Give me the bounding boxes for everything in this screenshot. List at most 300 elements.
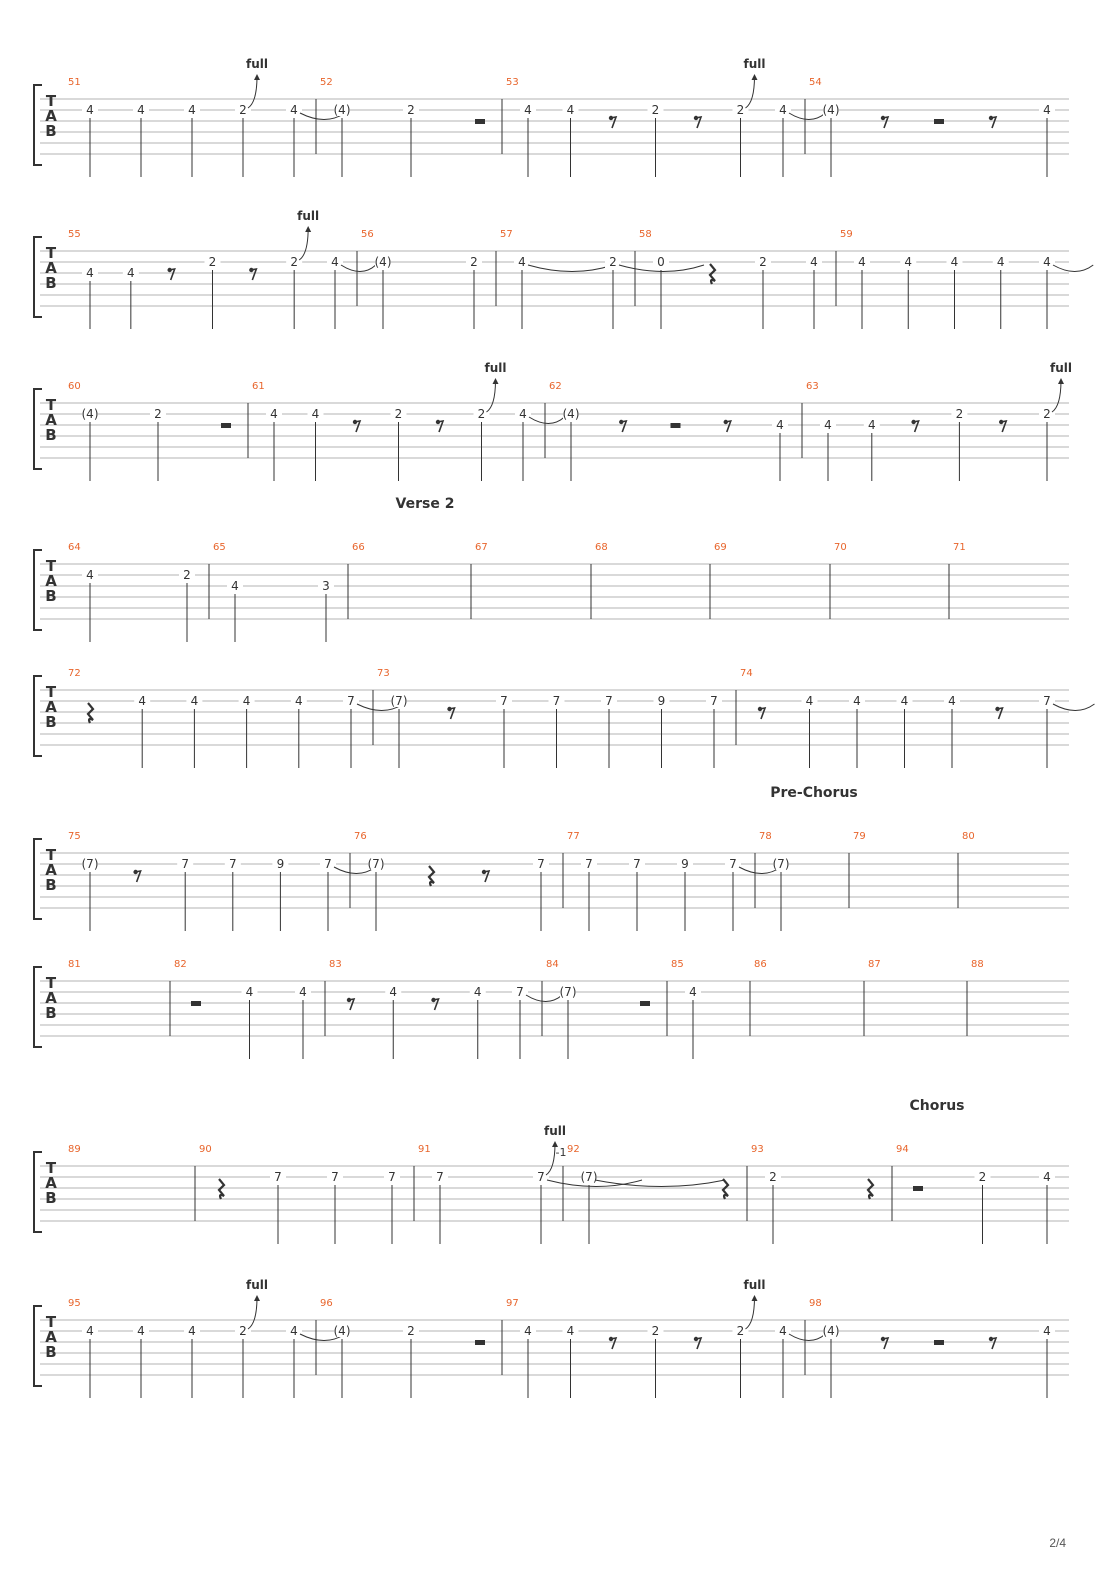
measure-number: 93 <box>751 1144 764 1155</box>
staff-brace <box>34 676 42 756</box>
tab-note <box>897 694 913 768</box>
tab-note <box>385 985 401 1059</box>
measure-number: 54 <box>809 77 822 88</box>
measure <box>68 831 376 931</box>
tab-note <box>1039 361 1072 481</box>
section-title: Pre-Chorus <box>770 785 858 801</box>
tab-note <box>765 1170 781 1244</box>
bend-arrow <box>487 380 496 412</box>
measure <box>849 831 866 908</box>
tab-clef-letter: A <box>45 1174 57 1192</box>
measure-number: 94 <box>896 1144 909 1155</box>
quarter-rest <box>710 264 715 284</box>
tab-system <box>34 959 1069 1059</box>
tab-note <box>225 857 241 931</box>
fret-number: (4) <box>374 255 392 269</box>
fret-number: (4) <box>333 1324 351 1338</box>
tab-note <box>755 255 771 329</box>
measure <box>316 1298 485 1398</box>
fret-number: 2 <box>154 407 162 421</box>
fret-number: 4 <box>1043 1324 1051 1338</box>
tab-note <box>549 694 565 768</box>
tab-clef-letter: T <box>45 846 57 864</box>
fret-number: 2 <box>183 568 191 582</box>
tab-note <box>205 255 221 329</box>
measure-number: 64 <box>68 542 81 553</box>
fret-number: 4 <box>810 255 818 269</box>
measure-number: 51 <box>68 77 81 88</box>
fret-number: 2 <box>477 407 486 421</box>
measure <box>209 542 334 642</box>
staff-brace <box>34 389 42 469</box>
measure-number: 74 <box>740 668 753 679</box>
tab-note <box>82 407 99 481</box>
measure-number: 84 <box>546 959 559 970</box>
tab-note <box>227 579 243 642</box>
bend-arrowhead <box>305 226 311 232</box>
fret-number: 4 <box>948 694 956 708</box>
measure <box>802 361 1072 481</box>
tab-note <box>82 103 98 177</box>
fret-number: 7 <box>347 694 355 708</box>
half-rest <box>934 119 944 124</box>
measure-number: 67 <box>475 542 488 553</box>
measure-number: 70 <box>834 542 847 553</box>
tab-note <box>1039 694 1095 768</box>
measure-number: 91 <box>418 1144 431 1155</box>
tab-note <box>391 407 407 481</box>
bend-label: full <box>297 209 320 223</box>
measure <box>502 57 826 177</box>
fret-number: 3 <box>322 579 330 593</box>
tab-note <box>474 361 507 481</box>
measure-number: 80 <box>962 831 975 842</box>
fret-number: 4 <box>290 103 298 117</box>
measure-number: 72 <box>68 668 81 679</box>
fret-number: 2 <box>759 255 767 269</box>
tab-note <box>375 255 392 329</box>
fret-number: 4 <box>566 103 575 117</box>
fret-number: 4 <box>779 1324 787 1338</box>
measure <box>350 831 549 931</box>
half-rest <box>640 1001 650 1006</box>
bend-arrowhead <box>254 74 260 80</box>
tab-note <box>515 407 565 481</box>
tab-note <box>186 694 202 768</box>
fret-number: 4 <box>311 407 320 421</box>
tab-note <box>1039 1324 1055 1398</box>
fret-number: 4 <box>137 1324 145 1338</box>
measure-number: 58 <box>639 229 652 240</box>
measure <box>710 542 727 619</box>
tab-note <box>944 694 960 768</box>
tab-note <box>563 1324 579 1398</box>
measure <box>755 831 790 931</box>
staff-brace <box>34 85 42 165</box>
fret-number: (4) <box>822 103 840 117</box>
measure-number: 82 <box>174 959 187 970</box>
fret-number: 4 <box>996 255 1005 269</box>
tab-clef-letter: A <box>45 572 57 590</box>
bend-label: full <box>246 57 268 71</box>
measure-number: 61 <box>252 381 265 392</box>
fret-number: 7 <box>633 857 641 871</box>
tab-system <box>34 57 1069 177</box>
tab-clef-letter: A <box>45 107 57 125</box>
tab-clef-letter: T <box>45 683 57 701</box>
measure <box>170 959 311 1059</box>
tie-arc <box>528 265 613 272</box>
tab-note <box>654 694 670 768</box>
staff-brace <box>34 1306 42 1386</box>
fret-number: 9 <box>681 857 689 871</box>
tab-note <box>82 1324 98 1398</box>
tab-note <box>133 1324 149 1398</box>
tab-note <box>266 407 282 481</box>
fret-number: 2 <box>208 255 217 269</box>
fret-number: 4 <box>473 985 482 999</box>
measure-number: 56 <box>361 229 374 240</box>
fret-number: 4 <box>1043 1170 1051 1184</box>
staff-brace <box>34 839 42 919</box>
fret-number: 2 <box>407 1324 415 1338</box>
tab-note <box>947 255 963 329</box>
fret-number: 2 <box>736 1324 745 1338</box>
measure-number: 75 <box>68 831 81 842</box>
measure <box>542 959 650 1059</box>
tab-note <box>133 103 149 177</box>
measure-number: 62 <box>549 381 562 392</box>
fret-number: 7 <box>585 857 593 871</box>
measure <box>958 831 975 908</box>
fret-number: 4 <box>270 407 278 421</box>
fret-number: 4 <box>242 694 251 708</box>
tab-note <box>334 103 351 177</box>
tab-note <box>849 694 865 768</box>
tab-clef-letter: T <box>45 92 57 110</box>
fret-number: 2 <box>407 103 415 117</box>
tab-note <box>466 255 482 329</box>
fret-number: 4 <box>294 694 303 708</box>
fret-number: 4 <box>519 407 527 421</box>
tab-note <box>820 418 836 481</box>
measure-number: 57 <box>500 229 513 240</box>
tab-clef-letter: T <box>45 1159 57 1177</box>
tab-system <box>34 1278 1069 1398</box>
tab-note <box>900 255 916 329</box>
bend-label: full <box>743 1278 766 1292</box>
fret-number: 7 <box>388 1170 396 1184</box>
fret-number: 7 <box>710 694 718 708</box>
fret-number: 7 <box>500 694 508 708</box>
tab-note <box>993 255 1009 329</box>
quarter-rest <box>88 703 93 723</box>
tab-clef-letter: B <box>45 1004 57 1022</box>
tab-note <box>775 103 826 177</box>
tab-note <box>179 568 195 642</box>
tab-note <box>706 694 722 768</box>
measure <box>502 1278 826 1398</box>
tab-clef-letter: T <box>45 1313 57 1331</box>
half-rest <box>475 1340 485 1345</box>
fret-number: 7 <box>605 694 613 708</box>
fret-number: 4 <box>188 1324 196 1338</box>
tab-note <box>242 985 258 1059</box>
measure <box>348 542 365 619</box>
bend-arrow <box>746 1297 755 1329</box>
tab-system <box>34 785 1069 931</box>
fret-number: 2 <box>239 1324 247 1338</box>
measure <box>373 668 722 768</box>
fret-number: 4 <box>524 1324 532 1338</box>
fret-number: 4 <box>299 985 307 999</box>
bend-label: full <box>1050 361 1072 375</box>
tab-note <box>773 857 790 931</box>
tab-note <box>653 255 669 329</box>
tab-clef-letter: T <box>45 974 57 992</box>
measure <box>471 542 488 619</box>
tab-note <box>286 209 319 329</box>
fret-number: 4 <box>950 255 959 269</box>
measure-number: 92 <box>567 1144 580 1155</box>
fret-number: 7 <box>181 857 190 871</box>
staff-brace <box>34 237 42 317</box>
measure <box>830 542 847 619</box>
fret-number: 4 <box>776 418 784 432</box>
tab-note <box>648 1324 664 1398</box>
tab-note <box>184 103 200 177</box>
fret-number: 7 <box>516 985 524 999</box>
tab-note <box>629 857 645 931</box>
tab-clef-letter: B <box>45 713 57 731</box>
tab-note <box>150 407 166 481</box>
bend-arrow <box>546 1143 555 1175</box>
tab-clef-letter: B <box>45 1343 57 1361</box>
measure-number: 60 <box>68 381 81 392</box>
measure <box>68 668 403 768</box>
tab-clef-letter: B <box>45 1189 57 1207</box>
section-title: Chorus <box>909 1098 965 1114</box>
fret-number: 7 <box>552 694 561 708</box>
measure-number: 79 <box>853 831 866 842</box>
fret-number: 4 <box>86 568 94 582</box>
fret-number: 0 <box>657 255 665 269</box>
measure-number: 96 <box>320 1298 333 1309</box>
measure <box>750 959 767 1036</box>
tab-note <box>403 103 419 177</box>
measure <box>68 959 81 970</box>
tab-note <box>235 1278 268 1398</box>
fret-number: 4 <box>858 255 866 269</box>
fret-number: 4 <box>127 266 135 280</box>
tab-note <box>685 985 701 1059</box>
bend-sub-label: -1 <box>555 1146 567 1159</box>
tab-note <box>512 985 562 1059</box>
fret-number: 7 <box>436 1170 444 1184</box>
measure-number: 76 <box>354 831 367 842</box>
fret-number: 7 <box>729 857 737 871</box>
fret-number: 7 <box>228 857 237 871</box>
measure-number: 88 <box>971 959 984 970</box>
fret-number: 2 <box>651 103 660 117</box>
quarter-rest <box>868 1179 873 1199</box>
tab-note <box>308 407 324 481</box>
fret-number: 2 <box>955 407 964 421</box>
tab-note <box>1039 255 1093 329</box>
bend-arrowhead <box>752 1295 758 1301</box>
measure <box>747 1144 873 1244</box>
tie-arc <box>529 417 565 424</box>
tab-clef-letter: A <box>45 411 57 429</box>
fret-number: (7) <box>390 694 408 708</box>
fret-number: (7) <box>559 985 577 999</box>
bend-label: full <box>544 1124 566 1138</box>
bend-arrow <box>1052 380 1061 412</box>
tab-note <box>563 103 579 177</box>
page-number: 2/4 <box>1049 1536 1066 1550</box>
section-title: Verse 2 <box>395 496 455 512</box>
fret-number: 4 <box>137 103 145 117</box>
fret-number: 4 <box>245 985 254 999</box>
tab-note <box>123 266 139 329</box>
tab-clef-letter: A <box>45 861 57 879</box>
fret-number: 4 <box>1043 255 1051 269</box>
measure <box>563 1144 728 1244</box>
tab-note <box>496 694 512 768</box>
tab-clef-letter: B <box>45 876 57 894</box>
tab-note <box>327 1170 343 1244</box>
tab-note <box>514 255 613 329</box>
tab-clef-letter: B <box>45 426 57 444</box>
measure <box>736 668 1095 768</box>
bend-arrowhead <box>493 378 499 384</box>
tab-note <box>184 1324 200 1398</box>
half-rest <box>475 119 485 124</box>
fret-number: 7 <box>537 857 545 871</box>
measure <box>667 959 701 1059</box>
fret-number: 4 <box>904 255 913 269</box>
measure <box>635 229 822 329</box>
measure <box>836 229 1093 329</box>
tab-note <box>1039 103 1055 177</box>
tab-note <box>327 255 376 329</box>
tab-note <box>1039 1170 1055 1244</box>
tab-clef-letter: B <box>45 122 57 140</box>
tie-arc <box>526 995 562 1002</box>
measure-number: 97 <box>506 1298 519 1309</box>
fret-number: 4 <box>86 1324 94 1338</box>
measure <box>591 542 608 619</box>
tab-note <box>563 407 580 481</box>
staff-brace <box>34 550 42 630</box>
fret-number: 4 <box>86 103 94 117</box>
fret-number: 4 <box>853 694 861 708</box>
measure-number: 78 <box>759 831 772 842</box>
measure-number: 63 <box>806 381 819 392</box>
measure-number: 52 <box>320 77 333 88</box>
measure <box>195 1144 400 1244</box>
quarter-rest <box>723 1179 728 1199</box>
measure-number: 95 <box>68 1298 81 1309</box>
tie-arc <box>789 1334 826 1341</box>
bend-label: full <box>246 1278 268 1292</box>
tab-note <box>82 266 98 329</box>
tab-system <box>34 496 1069 642</box>
measure-number: 65 <box>213 542 226 553</box>
tie-arc <box>341 265 376 272</box>
measure-number: 71 <box>953 542 966 553</box>
tab-note <box>520 1324 536 1398</box>
fret-number: 4 <box>779 103 787 117</box>
fret-number: (4) <box>822 1324 840 1338</box>
bend-arrow <box>248 1297 257 1329</box>
tab-note <box>272 857 288 931</box>
tab-note <box>560 985 577 1059</box>
measure <box>248 361 565 481</box>
bend-arrowhead <box>254 1295 260 1301</box>
measure <box>316 77 485 177</box>
fret-number: 4 <box>805 694 814 708</box>
bend-arrow <box>248 76 257 108</box>
bend-arrow <box>299 228 308 260</box>
tab-clef-letter: B <box>45 587 57 605</box>
fret-number: 7 <box>324 857 332 871</box>
tab-note <box>775 1324 826 1398</box>
tab-clef-letter: A <box>45 989 57 1007</box>
fret-number: 4 <box>138 694 147 708</box>
fret-number: 4 <box>231 579 239 593</box>
fret-number: (7) <box>81 857 99 871</box>
tab-note <box>82 857 99 931</box>
bend-label: full <box>484 361 507 375</box>
tab-note <box>772 418 788 481</box>
measure <box>68 381 231 481</box>
measure <box>949 542 966 619</box>
bend-label: full <box>743 57 766 71</box>
measure <box>967 959 984 1036</box>
measure-number: 66 <box>352 542 365 553</box>
fret-number: (7) <box>772 857 790 871</box>
measure-number: 98 <box>809 1298 822 1309</box>
bend-arrowhead <box>1058 378 1064 384</box>
bend-arrowhead <box>752 74 758 80</box>
half-rest <box>671 423 681 428</box>
tab-system <box>34 361 1072 481</box>
tab-note <box>648 103 664 177</box>
fret-number: 4 <box>1043 103 1051 117</box>
tab-note <box>823 1324 840 1398</box>
measure-number: 77 <box>567 831 580 842</box>
half-rest <box>913 1186 923 1191</box>
measure <box>68 1278 345 1398</box>
tab-clef-letter: T <box>45 557 57 575</box>
fret-number: 7 <box>1043 694 1051 708</box>
fret-number: (4) <box>562 407 580 421</box>
measure-number: 83 <box>329 959 342 970</box>
tab-note <box>533 1124 642 1244</box>
measure <box>545 381 788 481</box>
measure-number: 87 <box>868 959 881 970</box>
tab-note <box>864 418 880 481</box>
tab-note <box>533 857 549 931</box>
tab-system <box>34 668 1095 768</box>
tab-note <box>520 103 536 177</box>
fret-number: 4 <box>190 694 199 708</box>
fret-number: 4 <box>389 985 398 999</box>
fret-number: 2 <box>239 103 247 117</box>
measure-number: 53 <box>506 77 519 88</box>
measure <box>325 959 562 1059</box>
